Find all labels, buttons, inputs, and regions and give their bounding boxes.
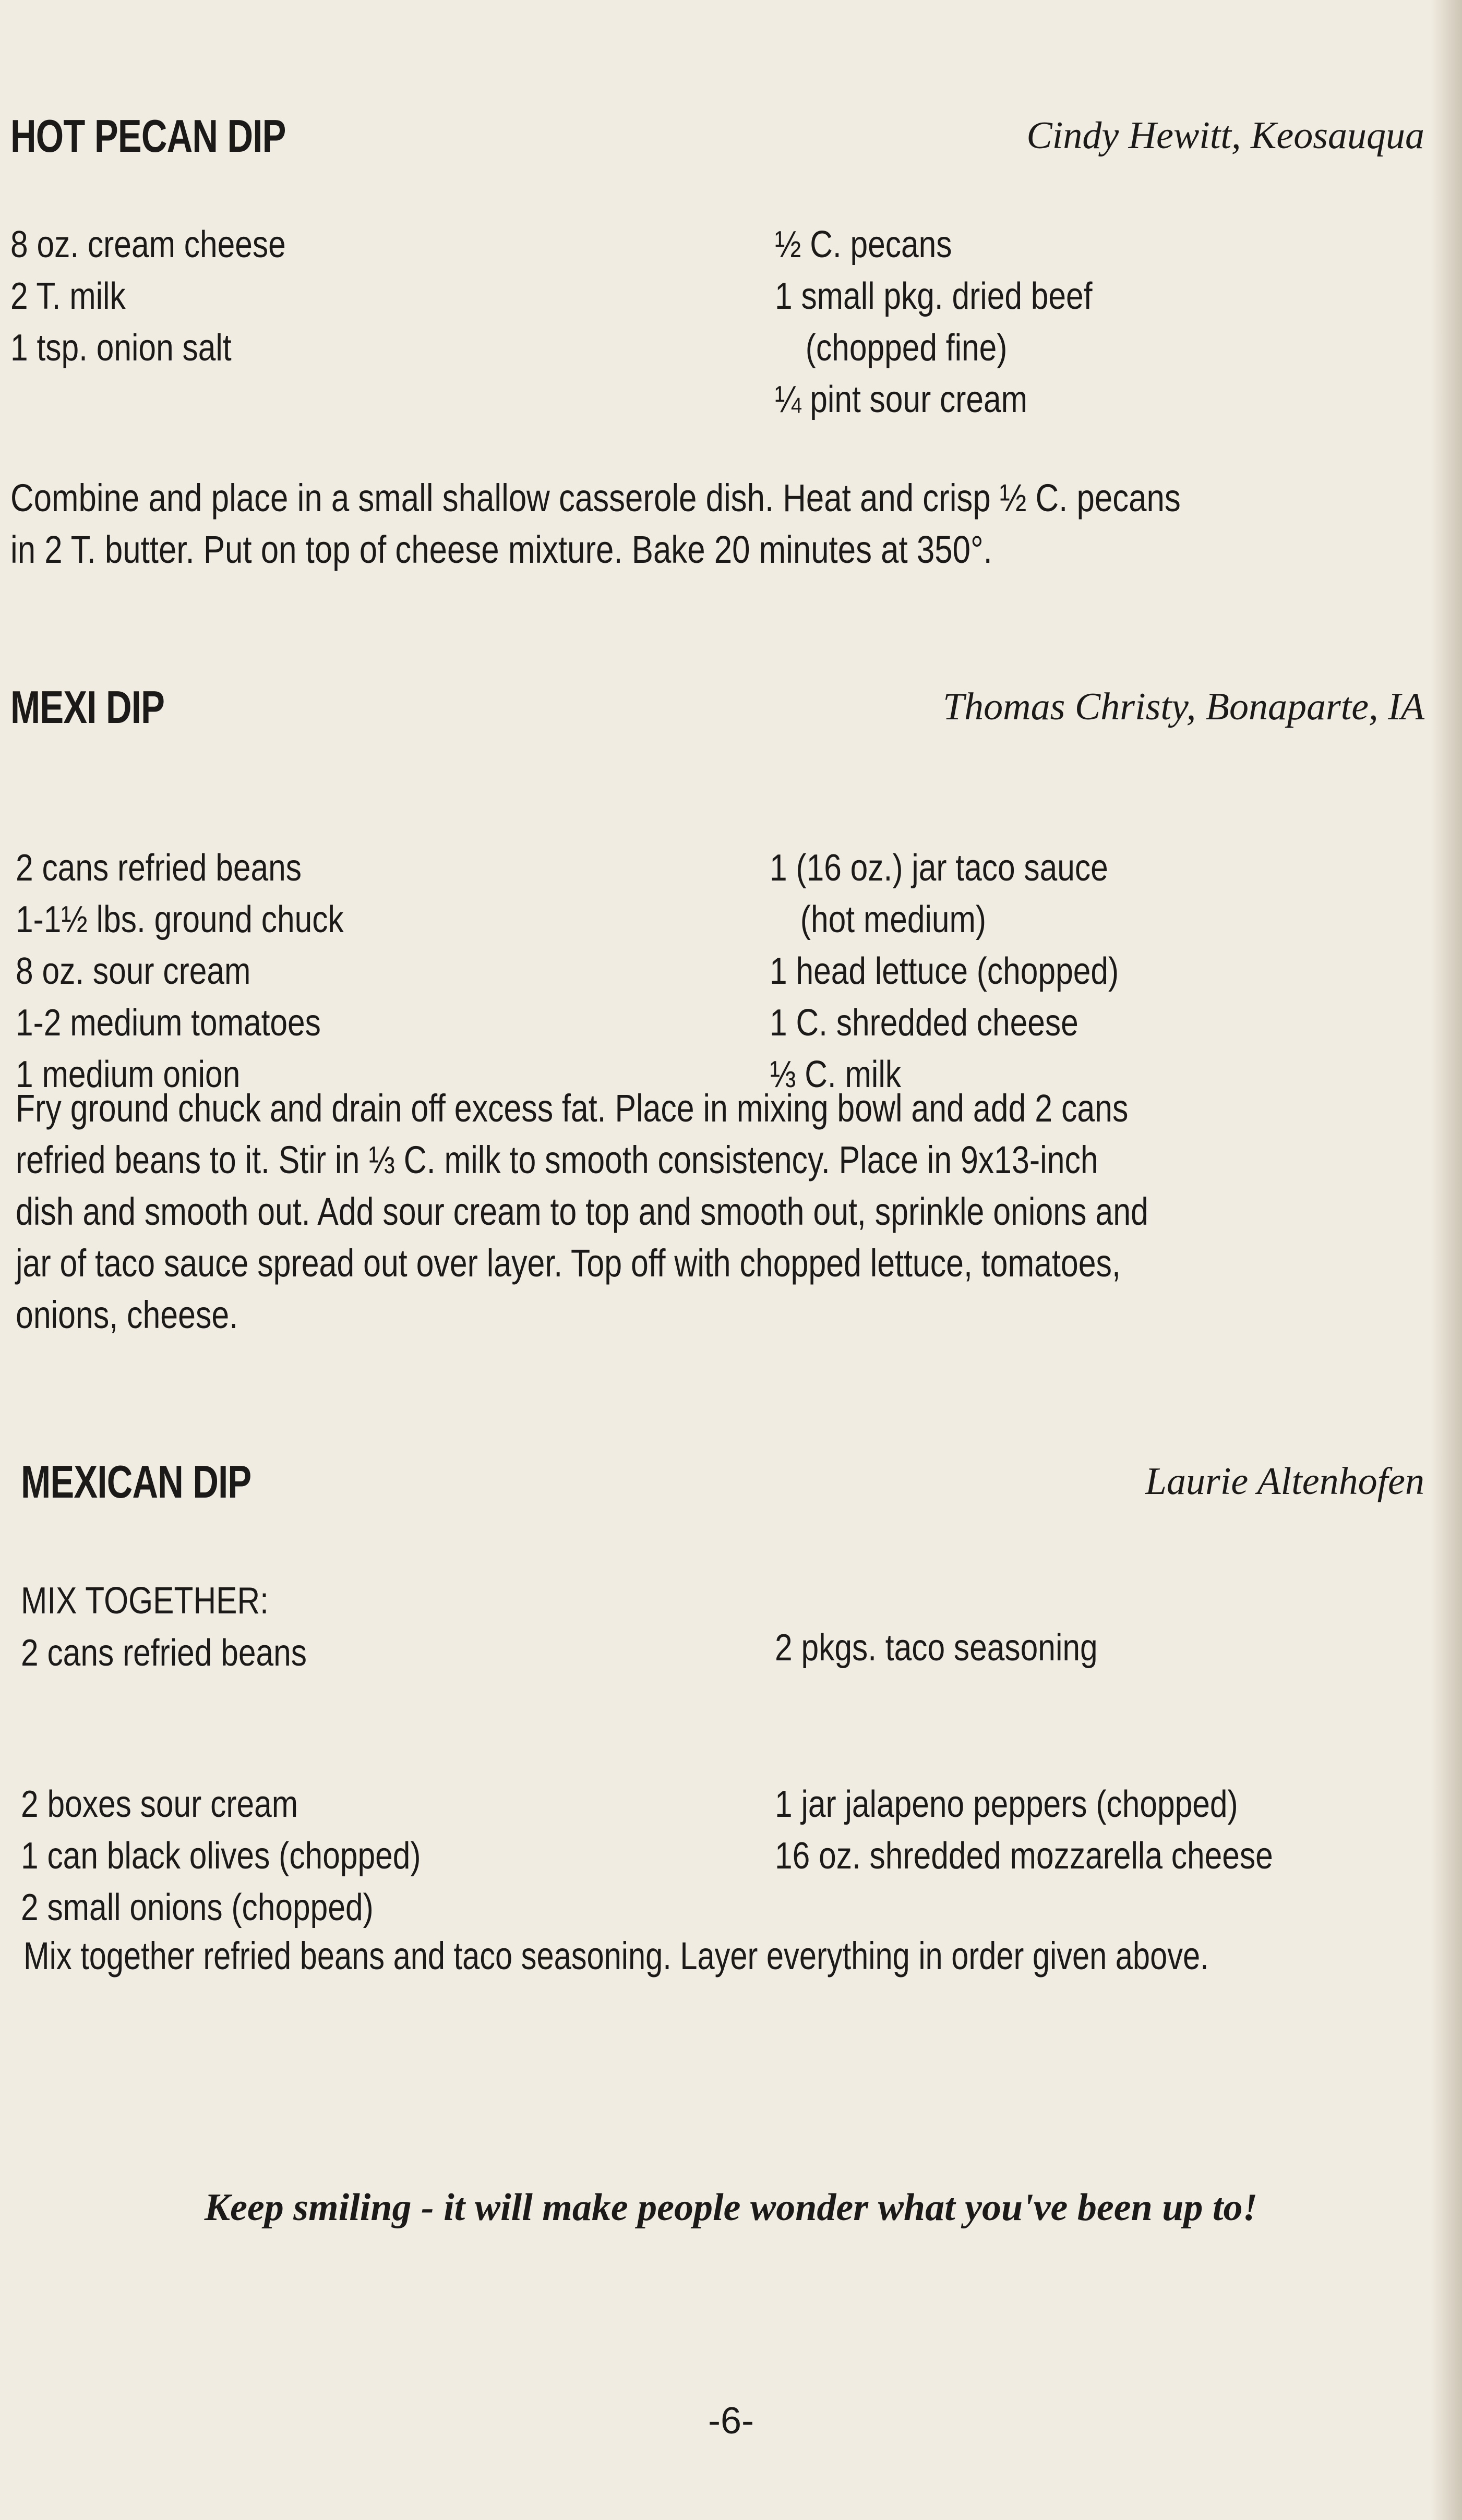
recipe-title: HOT PECAN DIP <box>10 110 286 162</box>
directions-line: onions, cheese. <box>16 1293 238 1336</box>
directions-line: dish and smooth out. Add sour cream to top and smooth out, sprinkle onions and <box>16 1190 1148 1233</box>
ingredient: 8 oz. cream cheese <box>10 224 286 266</box>
ingredient: 1 can black olives (chopped) <box>21 1835 421 1877</box>
ingredient: 1 C. shredded cheese <box>770 1002 1078 1044</box>
ingredient: 1 small pkg. dried beef <box>775 275 1093 317</box>
ingredients-right-column <box>770 842 1119 1101</box>
recipe-mexi-dip <box>10 681 1424 1336</box>
recipe-title: MEXI DIP <box>10 681 165 733</box>
motto-quote: Keep smiling - it will make people wonder what you've been up to! <box>204 2186 1258 2229</box>
ingredient: (chopped fine) <box>805 327 1008 369</box>
directions-line: in 2 T. butter. Put on top of cheese mixture. Bake 20 minutes at 350°. <box>10 528 992 571</box>
ingredient: 1-1½ lbs. ground chuck <box>16 899 344 941</box>
ingredients-left-column <box>10 219 286 374</box>
ingredient: ¼ pint sour cream <box>775 379 1028 420</box>
recipe-directions <box>10 472 1181 575</box>
ingredients-left-column <box>21 1779 421 1934</box>
recipe-author: Laurie Altenhofen <box>1145 1460 1424 1503</box>
ingredient: 2 cans refried beans <box>16 847 302 889</box>
ingredient: (hot medium) <box>800 899 987 941</box>
ingredients-right-column <box>775 219 1093 426</box>
page-edge-shadow <box>1431 0 1462 2520</box>
directions-line: Fry ground chuck and drain off excess fat. Place in mixing bowl and add 2 cans <box>16 1087 1129 1130</box>
ingredient: ½ C. pecans <box>775 224 952 266</box>
ingredient: 2 cans refried beans <box>21 1632 307 1674</box>
ingredient: 2 pkgs. taco seasoning <box>775 1627 1098 1669</box>
directions-line: refried beans to it. Stir in ⅓ C. milk to smooth consistency. Place in 9x13-inch <box>16 1138 1098 1181</box>
ingredient: 1 tsp. onion salt <box>10 327 232 369</box>
recipe-title: MEXICAN DIP <box>21 1456 251 1508</box>
ingredient: 1-2 medium tomatoes <box>16 1002 321 1044</box>
ingredient: 2 T. milk <box>10 275 126 317</box>
ingredient: 1 jar jalapeno peppers (chopped) <box>775 1783 1238 1825</box>
ingredient: 8 oz. sour cream <box>16 950 251 992</box>
ingredients-left-column <box>16 842 344 1101</box>
ingredients <box>10 219 1424 433</box>
ingredients <box>10 842 1424 1103</box>
recipe-mexican-dip <box>10 1455 1424 1978</box>
recipe-header <box>10 681 1424 738</box>
ingredients-right-column <box>775 1779 1273 1882</box>
recipe-directions: Mix together refried beans and taco seasoning. Layer everything in order given above. <box>23 1934 1209 1978</box>
ingredient: 1 (16 oz.) jar taco sauce <box>770 847 1108 889</box>
recipe-header <box>10 110 1424 167</box>
ingredient: 1 head lettuce (chopped) <box>770 950 1119 992</box>
recipe-hot-pecan-dip <box>10 110 1424 571</box>
ingredients <box>10 1779 1424 1946</box>
recipe-author: Thomas Christy, Bonaparte, IA <box>943 685 1424 728</box>
recipe-header <box>10 1455 1424 1513</box>
directions-line: jar of taco sauce spread out over layer. Top off with chopped lettuce, tomatoes, <box>16 1241 1121 1285</box>
directions-line: Combine and place in a small shallow casserole dish. Heat and crisp ½ C. pecans <box>10 476 1181 520</box>
ingredient: 2 small onions (chopped) <box>21 1887 374 1928</box>
recipe-directions <box>16 1082 1148 1341</box>
ingredient: 2 boxes sour cream <box>21 1783 298 1825</box>
page-number: -6- <box>708 2400 754 2442</box>
mix-together-heading: MIX TOGETHER: <box>21 1580 269 1622</box>
ingredient: 16 oz. shredded mozzarella cheese <box>775 1835 1273 1877</box>
recipe-author: Cindy Hewitt, Keosauqua <box>1026 114 1424 157</box>
ingredient: 1 medium onion <box>16 1054 241 1095</box>
ingredient: ⅓ C. milk <box>770 1054 902 1095</box>
